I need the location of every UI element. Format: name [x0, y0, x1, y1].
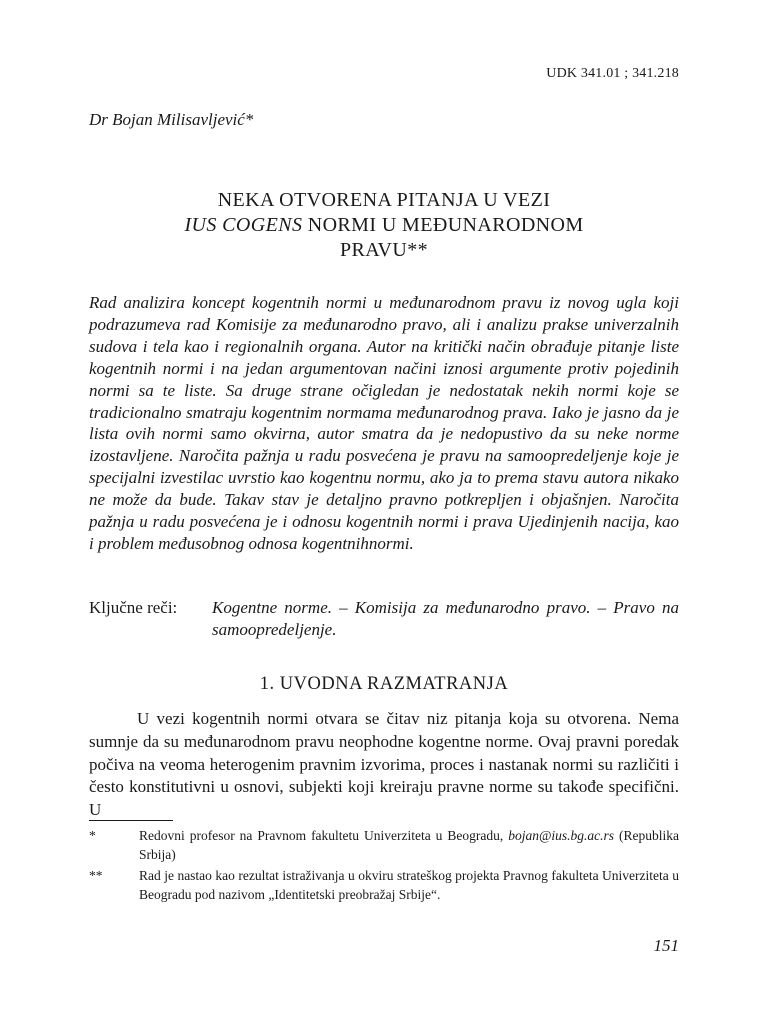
- footnote-country: (Republika Srbija): [139, 828, 679, 862]
- article-title: [89, 188, 679, 263]
- author-name: Dr Bojan Milisavljević*: [89, 110, 254, 129]
- title-latin-term: IUS COGENS: [184, 214, 303, 236]
- footnote-text: Rad je nastao kao rezultat istraživanja u okviru strateškog projekta Pravnog fakulteta Univerziteta u Beogradu pod nazivom „Identitetski preobražaj Srbije“.: [139, 868, 679, 902]
- footnote-1: [89, 826, 679, 864]
- abstract: Rad analizira koncept kogentnih normi u međunarodnom pravu iz novog ugla koji podrazumeva rad Komisije za međunarodno pravo, ali i analizu prakse univerzalnih sudova i tela kao i regionalnih organa. Autor na kritički način obrađuje pitanje liste kogentnih normi i na jedan argumentovan načini iznosi argumente protiv pojedinih normi sa te liste. Sa druge strane očigledan je nedostatak nekih normi koje se tradicionalno smatraju kogentnim normama međunarodnog prava. Iako je jasno da je lista ovih normi samo okvirna, autor smatra da je nedopustivo da su neke norme izostavljene. Naročita pažnja u radu posvećena je pravu na samoopredeljenje koje je specijalni izvestilac uvrstio kao kogentnu normu, ako ja to prema stavu autora nikako ne može da bude. Takav stav je detaljno pravno potkrepljen i objašnjen. Naročita pažnja u radu posvećena je i odnosu kogentnih normi i prava Ujedinjenih nacija, kao i problem međusobnog odnosa kogentnihnormi.: [89, 293, 679, 553]
- title-line-2-rest: NORMI U MEĐUNARODNOM: [302, 214, 584, 236]
- footnote-text: [139, 826, 679, 864]
- author-email: bojan@ius.bg.ac.rs: [508, 828, 615, 843]
- body-paragraph: U vezi kogentnih normi otvara se čitav niz pitanja koja su otvorena. Nema sumnje da su međunarodnom pravu neophodne kogentne norme. Ovaj pravni poredak počiva na veoma heterogenim pravnim izvorima, proces i nastanak normi su različiti i često konstitutivni u osnovi, subjekti koji kreiraju pravne norme su takođe specifični. U: [89, 709, 679, 820]
- title-line-3: PRAVU**: [339, 239, 428, 261]
- keywords-label: Ključne reči:: [89, 598, 178, 617]
- title-line-1: NEKA OTVORENA PITANJA U VEZI: [217, 189, 551, 211]
- keywords: [89, 597, 679, 641]
- footnote-marker: *: [89, 828, 96, 843]
- page-number: 151: [653, 936, 679, 955]
- footnote-affiliation: Redovni profesor na Pravnom fakultetu Univerziteta u Beogradu,: [139, 828, 509, 843]
- footnote-marker: **: [89, 868, 103, 883]
- title-line-2: [89, 213, 679, 238]
- section-heading: 1. UVODNA RAZMATRANJA: [259, 674, 509, 694]
- udk-classification: UDK 341.01 ; 341.218: [546, 66, 679, 81]
- footnote-divider: [89, 820, 173, 821]
- footnote-2: [89, 866, 679, 904]
- keywords-list: Kogentne norme. – Komisija za međunarodno pravo. – Pravo na samoopredeljenje.: [212, 598, 679, 639]
- document-page: [89, 0, 679, 1024]
